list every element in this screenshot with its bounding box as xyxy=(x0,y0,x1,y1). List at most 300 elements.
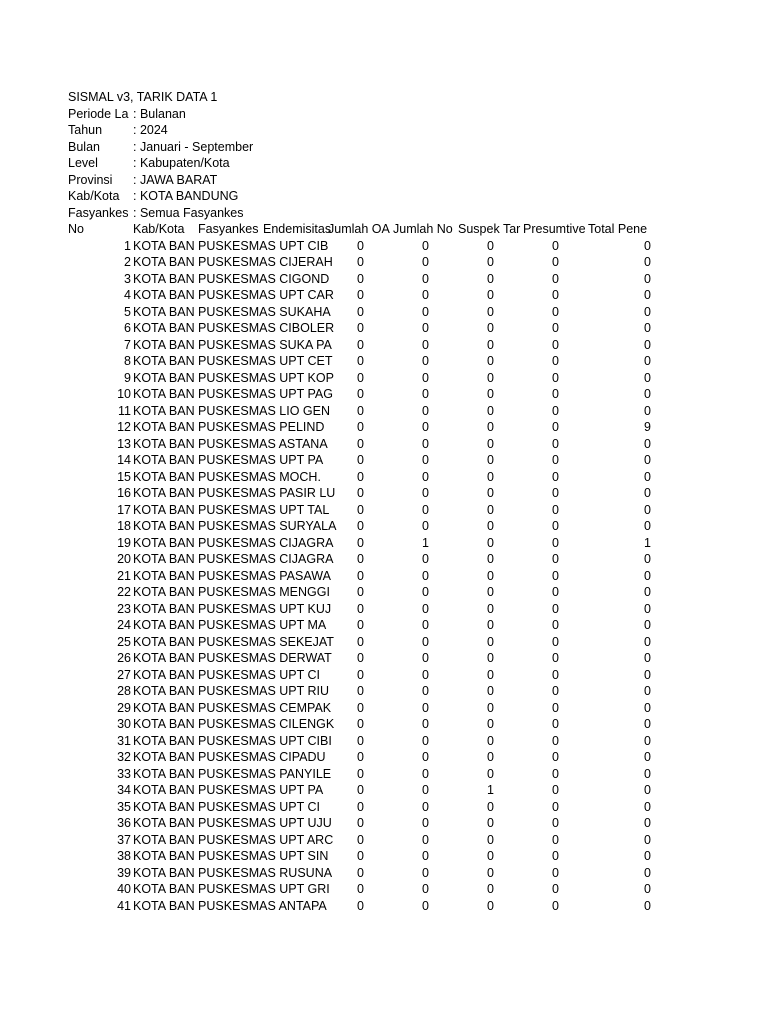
row-kab-kota: KOTA BAN xyxy=(133,766,195,781)
meta-field-label: Kab/Kota xyxy=(68,189,120,203)
table-row xyxy=(68,469,668,486)
meta-field-row xyxy=(68,172,668,189)
row-no: 32 xyxy=(117,750,131,764)
row-jumlah-no: 0 xyxy=(422,552,429,566)
table-row xyxy=(68,518,668,535)
meta-field-value: : Semua Fasyankes xyxy=(133,205,244,220)
meta-field-row xyxy=(68,122,668,139)
row-kab-kota: KOTA BAN xyxy=(133,651,195,665)
row-endemisitas xyxy=(263,320,328,337)
row-fasyankes: PUSKESMAS UPT KOP xyxy=(198,370,334,385)
row-presumtive: 0 xyxy=(552,486,559,500)
row-jumlah-no: 0 xyxy=(422,865,429,880)
row-fasyankes: PUSKESMAS PANYILE xyxy=(198,766,332,781)
row-no: 16 xyxy=(117,486,131,500)
row-total: 0 xyxy=(644,238,651,253)
header-no: No xyxy=(68,222,84,236)
row-fasyankes: PUSKESMAS PASIR LU xyxy=(198,486,336,500)
row-jumlah-no: 0 xyxy=(422,271,429,286)
row-no: 26 xyxy=(117,651,131,665)
row-presumtive: 0 xyxy=(552,585,559,599)
row-jumlah-oa: 0 xyxy=(357,238,364,253)
row-jumlah-oa: 0 xyxy=(357,255,364,269)
row-total: 0 xyxy=(644,898,651,913)
row-fasyankes: PUSKESMAS ASTANA xyxy=(198,436,328,451)
row-total: 0 xyxy=(644,568,651,583)
row-jumlah-no: 0 xyxy=(422,733,429,748)
row-endemisitas xyxy=(263,584,328,601)
row-total: 0 xyxy=(644,585,651,599)
row-kab-kota: KOTA BAN xyxy=(133,733,195,748)
row-jumlah-oa: 0 xyxy=(357,733,364,748)
row-no: 28 xyxy=(117,684,131,698)
row-jumlah-no: 0 xyxy=(422,486,429,500)
row-jumlah-oa: 0 xyxy=(357,519,364,533)
row-kab-kota: KOTA BAN xyxy=(133,535,195,550)
row-no: 17 xyxy=(117,502,131,517)
row-fasyankes: PUSKESMAS RUSUNA xyxy=(198,865,333,880)
row-presumtive: 0 xyxy=(552,799,559,814)
row-endemisitas xyxy=(263,386,328,403)
row-endemisitas xyxy=(263,287,328,304)
row-fasyankes: PUSKESMAS SUKAHA xyxy=(198,304,331,319)
row-jumlah-oa: 0 xyxy=(357,601,364,616)
row-total: 0 xyxy=(644,733,651,748)
row-fasyankes: PUSKESMAS UPT GRI xyxy=(198,882,330,896)
row-jumlah-oa: 0 xyxy=(357,436,364,451)
row-kab-kota: KOTA BAN xyxy=(133,486,195,500)
row-presumtive: 0 xyxy=(552,601,559,616)
row-kab-kota: KOTA BAN xyxy=(133,618,195,632)
row-fasyankes: PUSKESMAS CEMPAK xyxy=(198,700,332,715)
table-row xyxy=(68,766,668,783)
row-kab-kota: KOTA BAN xyxy=(133,568,195,583)
table-row xyxy=(68,238,668,255)
row-kab-kota: KOTA BAN xyxy=(133,502,195,517)
row-fasyankes: PUSKESMAS MENGGI xyxy=(198,585,330,599)
row-kab-kota: KOTA BAN xyxy=(133,684,195,698)
row-suspek: 1 xyxy=(487,783,494,797)
row-endemisitas xyxy=(263,551,328,568)
spreadsheet xyxy=(68,89,668,914)
row-fasyankes: PUSKESMAS CIBOLER xyxy=(198,321,335,335)
row-presumtive: 0 xyxy=(552,618,559,632)
row-presumtive: 0 xyxy=(552,321,559,335)
table-header-row xyxy=(68,221,668,238)
row-jumlah-oa: 0 xyxy=(357,304,364,319)
row-jumlah-oa: 0 xyxy=(357,667,364,682)
meta-field-label: Level xyxy=(68,156,98,170)
row-fasyankes: PUSKESMAS UPT PA xyxy=(198,453,324,467)
row-total: 0 xyxy=(644,865,651,880)
row-jumlah-oa: 0 xyxy=(357,766,364,781)
row-endemisitas xyxy=(263,617,328,634)
row-jumlah-oa: 0 xyxy=(357,684,364,698)
row-presumtive: 0 xyxy=(552,667,559,682)
row-total: 0 xyxy=(644,634,651,649)
row-presumtive: 0 xyxy=(552,816,559,830)
row-total: 0 xyxy=(644,667,651,682)
meta-field-value: : KOTA BANDUNG xyxy=(133,189,239,203)
table-row xyxy=(68,799,668,816)
meta-field-value: : Kabupaten/Kota xyxy=(133,156,230,170)
row-fasyankes: PUSKESMAS SUKA PA xyxy=(198,337,332,352)
row-no: 23 xyxy=(117,601,131,616)
row-kab-kota: KOTA BAN xyxy=(133,865,195,880)
row-suspek: 0 xyxy=(487,816,494,830)
row-jumlah-no: 0 xyxy=(422,783,429,797)
table-row xyxy=(68,601,668,618)
row-kab-kota: KOTA BAN xyxy=(133,321,195,335)
row-total: 0 xyxy=(644,304,651,319)
row-jumlah-no: 0 xyxy=(422,700,429,715)
row-endemisitas xyxy=(263,238,328,255)
row-suspek: 0 xyxy=(487,667,494,682)
row-fasyankes: PUSKESMAS UPT RIU xyxy=(198,684,330,698)
meta-field-value: : JAWA BARAT xyxy=(133,172,218,187)
row-kab-kota: KOTA BAN xyxy=(133,255,195,269)
row-total: 0 xyxy=(644,403,651,418)
row-jumlah-oa: 0 xyxy=(357,403,364,418)
row-jumlah-oa: 0 xyxy=(357,898,364,913)
row-jumlah-oa: 0 xyxy=(357,453,364,467)
row-no: 4 xyxy=(124,288,131,302)
row-suspek: 0 xyxy=(487,618,494,632)
row-total: 0 xyxy=(644,700,651,715)
row-suspek: 0 xyxy=(487,238,494,253)
row-no: 41 xyxy=(117,898,131,913)
row-jumlah-no: 0 xyxy=(422,354,429,368)
row-no: 38 xyxy=(117,849,131,863)
row-jumlah-oa: 0 xyxy=(357,618,364,632)
row-jumlah-no: 0 xyxy=(422,387,429,401)
row-jumlah-no: 0 xyxy=(422,255,429,269)
row-no: 6 xyxy=(124,321,131,335)
row-endemisitas xyxy=(263,832,328,849)
row-no: 35 xyxy=(117,799,131,814)
row-kab-kota: KOTA BAN xyxy=(133,717,195,731)
row-presumtive: 0 xyxy=(552,849,559,863)
meta-field-row xyxy=(68,139,668,156)
row-jumlah-oa: 0 xyxy=(357,288,364,302)
row-no: 24 xyxy=(117,618,131,632)
row-total: 0 xyxy=(644,288,651,302)
row-total: 0 xyxy=(644,750,651,764)
row-presumtive: 0 xyxy=(552,766,559,781)
row-fasyankes: PUSKESMAS UPT CET xyxy=(198,354,333,368)
row-suspek: 0 xyxy=(487,634,494,649)
row-total: 0 xyxy=(644,337,651,352)
row-no: 31 xyxy=(117,733,131,748)
row-endemisitas xyxy=(263,254,328,271)
table-row xyxy=(68,287,668,304)
meta-field-row xyxy=(68,155,668,172)
header-jumlah-oa: Jumlah OA xyxy=(328,222,390,236)
row-suspek: 0 xyxy=(487,387,494,401)
row-suspek: 0 xyxy=(487,717,494,731)
report-title: SISMAL v3, TARIK DATA 1 xyxy=(68,90,218,104)
meta-field-row xyxy=(68,188,668,205)
table-row xyxy=(68,617,668,634)
row-total: 0 xyxy=(644,816,651,830)
table-row xyxy=(68,733,668,750)
row-endemisitas xyxy=(263,716,328,733)
row-fasyankes: PUSKESMAS LIO GEN xyxy=(198,403,330,418)
table-row xyxy=(68,815,668,832)
row-presumtive: 0 xyxy=(552,420,559,434)
row-presumtive: 0 xyxy=(552,882,559,896)
row-kab-kota: KOTA BAN xyxy=(133,552,195,566)
row-total: 0 xyxy=(644,882,651,896)
row-suspek: 0 xyxy=(487,832,494,847)
table-row xyxy=(68,254,668,271)
row-endemisitas xyxy=(263,568,328,585)
row-kab-kota: KOTA BAN xyxy=(133,832,195,847)
meta-field-value: : 2024 xyxy=(133,123,168,137)
table-row xyxy=(68,749,668,766)
row-no: 29 xyxy=(117,700,131,715)
row-endemisitas xyxy=(263,535,328,552)
row-endemisitas xyxy=(263,733,328,750)
row-suspek: 0 xyxy=(487,601,494,616)
row-endemisitas xyxy=(263,304,328,321)
row-presumtive: 0 xyxy=(552,750,559,764)
header-fasyankes: Fasyankes xyxy=(198,222,259,236)
row-endemisitas xyxy=(263,749,328,766)
row-presumtive: 0 xyxy=(552,519,559,533)
meta-field-label: Tahun xyxy=(68,123,103,137)
header-jumlah-no: Jumlah No xyxy=(393,222,453,236)
row-jumlah-no: 0 xyxy=(422,849,429,863)
row-presumtive: 0 xyxy=(552,717,559,731)
row-fasyankes: PUSKESMAS UPT CI xyxy=(198,799,321,814)
row-no: 25 xyxy=(117,634,131,649)
row-fasyankes: PUSKESMAS UPT PA xyxy=(198,783,324,797)
row-suspek: 0 xyxy=(487,849,494,863)
row-fasyankes: PUSKESMAS UPT MA xyxy=(198,618,327,632)
row-jumlah-oa: 0 xyxy=(357,271,364,286)
row-suspek: 0 xyxy=(487,651,494,665)
row-jumlah-no: 0 xyxy=(422,601,429,616)
row-suspek: 0 xyxy=(487,370,494,385)
table-row xyxy=(68,700,668,717)
meta-field-label: Provinsi xyxy=(68,172,113,187)
row-suspek: 0 xyxy=(487,519,494,533)
row-fasyankes: PUSKESMAS CIPADU xyxy=(198,750,326,764)
table-row xyxy=(68,370,668,387)
row-jumlah-oa: 0 xyxy=(357,502,364,517)
row-no: 15 xyxy=(117,469,131,484)
row-suspek: 0 xyxy=(487,436,494,451)
row-presumtive: 0 xyxy=(552,304,559,319)
table-row xyxy=(68,271,668,288)
row-endemisitas xyxy=(263,337,328,354)
row-total: 0 xyxy=(644,502,651,517)
row-kab-kota: KOTA BAN xyxy=(133,634,195,649)
row-kab-kota: KOTA BAN xyxy=(133,271,195,286)
row-endemisitas xyxy=(263,452,328,469)
row-fasyankes: PUSKESMAS MOCH. xyxy=(198,469,321,484)
row-endemisitas xyxy=(263,353,328,370)
row-suspek: 0 xyxy=(487,469,494,484)
row-suspek: 0 xyxy=(487,766,494,781)
row-jumlah-no: 1 xyxy=(422,535,429,550)
row-kab-kota: KOTA BAN xyxy=(133,354,195,368)
row-total: 0 xyxy=(644,717,651,731)
meta-field-value: : Bulanan xyxy=(133,106,186,121)
row-presumtive: 0 xyxy=(552,783,559,797)
row-endemisitas xyxy=(263,650,328,667)
row-presumtive: 0 xyxy=(552,238,559,253)
row-kab-kota: KOTA BAN xyxy=(133,288,195,302)
meta-field-label: Periode La xyxy=(68,106,129,121)
row-jumlah-oa: 0 xyxy=(357,832,364,847)
table-row xyxy=(68,848,668,865)
row-fasyankes: PUSKESMAS PASAWA xyxy=(198,568,331,583)
row-kab-kota: KOTA BAN xyxy=(133,882,195,896)
row-suspek: 0 xyxy=(487,403,494,418)
table-row xyxy=(68,584,668,601)
row-suspek: 0 xyxy=(487,585,494,599)
row-presumtive: 0 xyxy=(552,387,559,401)
row-kab-kota: KOTA BAN xyxy=(133,304,195,319)
row-fasyankes: PUSKESMAS UPT CI xyxy=(198,667,321,682)
meta-field-label: Bulan xyxy=(68,139,100,154)
row-fasyankes: PUSKESMAS UPT ARC xyxy=(198,832,334,847)
row-presumtive: 0 xyxy=(552,568,559,583)
row-suspek: 0 xyxy=(487,865,494,880)
row-kab-kota: KOTA BAN xyxy=(133,337,195,352)
row-no: 1 xyxy=(124,238,131,253)
row-jumlah-no: 0 xyxy=(422,403,429,418)
table-row xyxy=(68,667,668,684)
row-suspek: 0 xyxy=(487,321,494,335)
table-row xyxy=(68,865,668,882)
report-header xyxy=(68,89,668,221)
table-row xyxy=(68,898,668,915)
row-suspek: 0 xyxy=(487,535,494,550)
row-endemisitas xyxy=(263,518,328,535)
row-total: 0 xyxy=(644,453,651,467)
row-jumlah-oa: 0 xyxy=(357,865,364,880)
row-suspek: 0 xyxy=(487,700,494,715)
row-presumtive: 0 xyxy=(552,255,559,269)
row-suspek: 0 xyxy=(487,568,494,583)
row-fasyankes: PUSKESMAS UPT CAR xyxy=(198,288,334,302)
row-presumtive: 0 xyxy=(552,898,559,913)
table-row xyxy=(68,683,668,700)
row-total: 9 xyxy=(644,420,651,434)
row-suspek: 0 xyxy=(487,733,494,748)
meta-field-row xyxy=(68,106,668,123)
row-jumlah-no: 0 xyxy=(422,766,429,781)
row-no: 33 xyxy=(117,766,131,781)
row-jumlah-no: 0 xyxy=(422,288,429,302)
row-fasyankes: PUSKESMAS UPT UJU xyxy=(198,816,332,830)
table-row xyxy=(68,634,668,651)
row-presumtive: 0 xyxy=(552,700,559,715)
row-jumlah-no: 0 xyxy=(422,634,429,649)
row-jumlah-oa: 0 xyxy=(357,849,364,863)
row-presumtive: 0 xyxy=(552,651,559,665)
row-total: 1 xyxy=(644,535,651,550)
row-endemisitas xyxy=(263,865,328,882)
row-kab-kota: KOTA BAN xyxy=(133,387,195,401)
row-presumtive: 0 xyxy=(552,733,559,748)
row-suspek: 0 xyxy=(487,750,494,764)
row-fasyankes: PUSKESMAS UPT PAG xyxy=(198,387,333,401)
row-suspek: 0 xyxy=(487,453,494,467)
row-jumlah-oa: 0 xyxy=(357,535,364,550)
table-row xyxy=(68,304,668,321)
table-row xyxy=(68,403,668,420)
row-jumlah-no: 0 xyxy=(422,585,429,599)
report-title-row xyxy=(68,89,668,106)
row-jumlah-oa: 0 xyxy=(357,634,364,649)
row-kab-kota: KOTA BAN xyxy=(133,238,195,253)
row-fasyankes: PUSKESMAS CIGOND xyxy=(198,271,330,286)
row-jumlah-oa: 0 xyxy=(357,387,364,401)
row-total: 0 xyxy=(644,387,651,401)
row-suspek: 0 xyxy=(487,354,494,368)
row-jumlah-no: 0 xyxy=(422,568,429,583)
row-jumlah-no: 0 xyxy=(422,816,429,830)
row-endemisitas xyxy=(263,815,328,832)
row-no: 37 xyxy=(117,832,131,847)
row-kab-kota: KOTA BAN xyxy=(133,436,195,451)
table-row xyxy=(68,485,668,502)
row-jumlah-no: 0 xyxy=(422,519,429,533)
row-endemisitas xyxy=(263,271,328,288)
table-row xyxy=(68,650,668,667)
row-endemisitas xyxy=(263,782,328,799)
row-presumtive: 0 xyxy=(552,354,559,368)
row-endemisitas xyxy=(263,436,328,453)
row-jumlah-no: 0 xyxy=(422,684,429,698)
row-presumtive: 0 xyxy=(552,552,559,566)
row-suspek: 0 xyxy=(487,255,494,269)
row-jumlah-oa: 0 xyxy=(357,337,364,352)
row-jumlah-no: 0 xyxy=(422,898,429,913)
row-presumtive: 0 xyxy=(552,271,559,286)
row-jumlah-no: 0 xyxy=(422,882,429,896)
row-jumlah-no: 0 xyxy=(422,502,429,517)
row-jumlah-no: 0 xyxy=(422,717,429,731)
row-jumlah-oa: 0 xyxy=(357,799,364,814)
row-kab-kota: KOTA BAN xyxy=(133,519,195,533)
row-jumlah-oa: 0 xyxy=(357,816,364,830)
row-suspek: 0 xyxy=(487,552,494,566)
meta-field-label: Fasyankes xyxy=(68,205,129,220)
row-total: 0 xyxy=(644,552,651,566)
row-kab-kota: KOTA BAN xyxy=(133,898,195,913)
row-fasyankes: PUSKESMAS CIJAGRA xyxy=(198,552,334,566)
row-jumlah-oa: 0 xyxy=(357,486,364,500)
row-jumlah-no: 0 xyxy=(422,304,429,319)
table-row xyxy=(68,881,668,898)
header-suspek: Suspek Tar xyxy=(458,222,521,236)
row-total: 0 xyxy=(644,832,651,847)
row-endemisitas xyxy=(263,502,328,519)
row-fasyankes: PUSKESMAS CIJERAH xyxy=(198,255,333,269)
row-kab-kota: KOTA BAN xyxy=(133,469,195,484)
row-total: 0 xyxy=(644,601,651,616)
row-kab-kota: KOTA BAN xyxy=(133,816,195,830)
row-kab-kota: KOTA BAN xyxy=(133,700,195,715)
table-row xyxy=(68,452,668,469)
row-endemisitas xyxy=(263,485,328,502)
row-no: 34 xyxy=(117,783,131,797)
